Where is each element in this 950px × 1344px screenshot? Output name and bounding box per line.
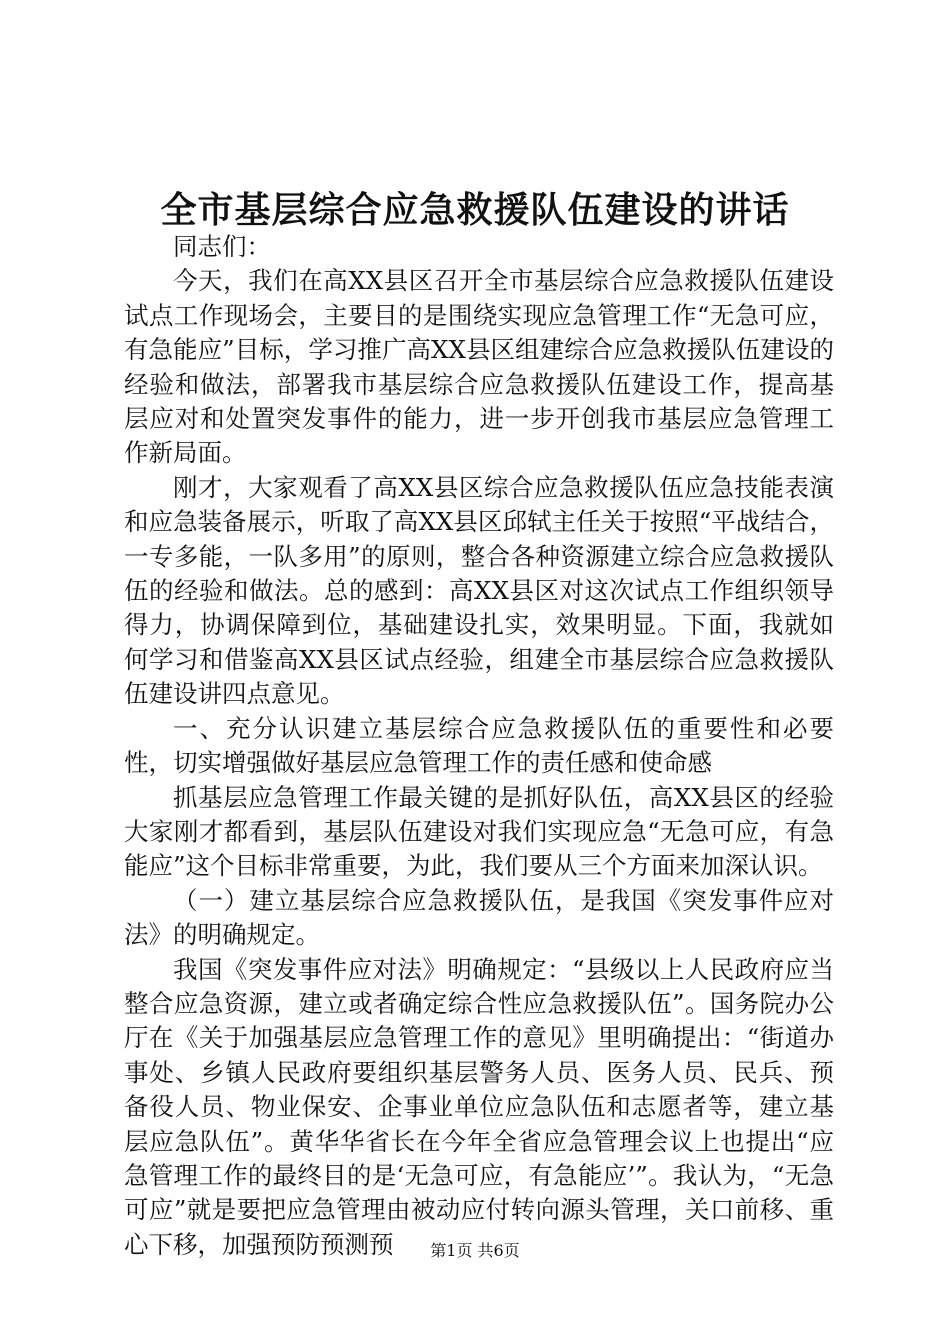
- body-paragraph: 刚才，大家观看了高XX县区综合应急救援队伍应急技能表演和应急装备展示，听取了高XX县区邱轼主任关于按照“平战结合，一专多能，一队多用”的原则，整合各种资源建立综合应急救援队伍的经验和做法。总的感到：高XX县区对这次试点工作组织领导得力，协调保障到位，基础建设扎实，效果明显。下面，我就如何学习和借鉴高XX县区试点经验，组建全市基层综合应急救援队伍建设讲四点意见。: [124, 472, 834, 709]
- document-body: [124, 230, 834, 1262]
- body-paragraph: 今天，我们在高XX县区召开全市基层综合应急救援队伍建设试点工作现场会，主要目的是围绕实现应急管理工作“无急可应，有急能应”目标，学习推广高XX县区组建综合应急救援队伍建设的经验和做法，部署我市基层综合应急救援队伍建设工作，提高基层应对和处置突发事件的能力，进一步开创我市基层应急管理工作新局面。: [124, 266, 834, 468]
- body-paragraph: 我国《突发事件应对法》明确规定：“县级以上人民政府应当整合应急资源，建立或者确定综合性应急救援队伍”。国务院办公厅在《关于加强基层应急管理工作的意见》里明确提出：“街道办事处、乡镇人民政府要组织基层警务人员、医务人员、民兵、预备役人员、物业保安、企事业单位应急队伍和志愿者等，建立基层应急队伍”。黄华华省长在今年全省应急管理会议上也提出“应急管理工作的最终目的是‘无急可应，有急能应’”。我认为，“无急可应”就是要把应急管理由被动应付转向源头管理，关口前移、重心下移，加强预防预测预: [124, 954, 834, 1259]
- body-paragraph: 抓基层应急管理工作最关键的是抓好队伍，高XX县区的经验大家刚才都看到，基层队伍建设对我们实现应急“无急可应，有急能应”这个目标非常重要，为此，我们要从三个方面来加深认识。: [124, 782, 834, 881]
- page-number-footer: 第1页 共6页: [430, 1241, 520, 1260]
- subsection-heading: （一）建立基层综合应急救援队伍，是我国《突发事件应对法》的明确规定。: [124, 885, 834, 950]
- page-title: 全市基层综合应急救援队伍建设的讲话: [160, 189, 790, 231]
- salutation-paragraph: 同志们：: [173, 232, 271, 261]
- section-heading: 一、充分认识建立基层综合应急救援队伍的重要性和必要性，切实增强做好基层应急管理工作的责任感和使命感: [124, 713, 834, 778]
